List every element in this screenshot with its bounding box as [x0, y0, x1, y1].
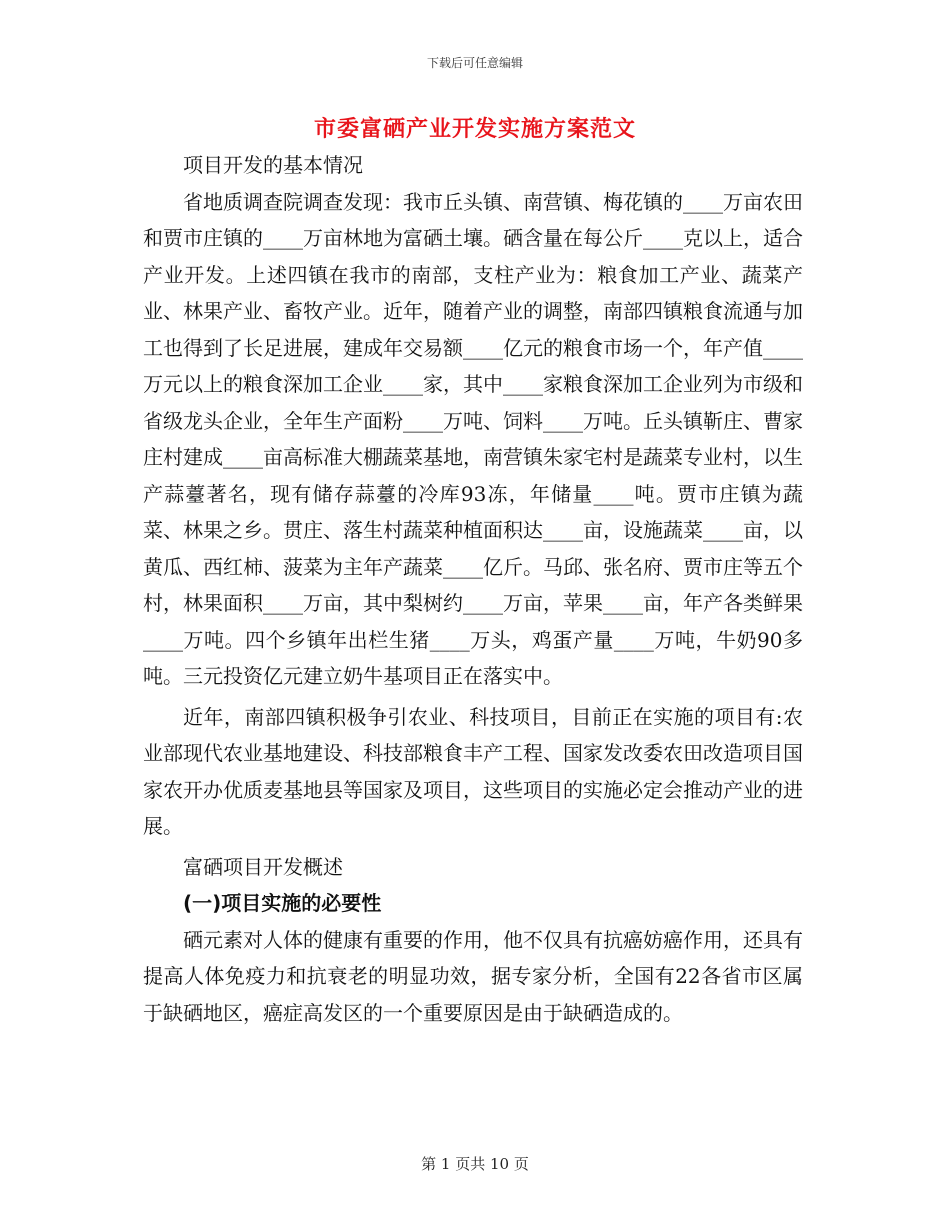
paragraph-heading-necessity: (一)项目实施的必要性 [183, 891, 382, 915]
paragraph-section-overview: 富硒项目开发概述 [183, 854, 343, 879]
page-footer: 第 1 页共 10 页 [421, 1155, 529, 1173]
header-note: 下载后可任意编辑 [426, 56, 523, 70]
document-title: 市委富硒产业开发实施方案范文 [313, 116, 636, 142]
paragraph-projects: 近年，南部四镇积极争引农业、科技项目，目前正在实施的项目有:农业部现代农业基地建设、科技部粮食丰产工程、国家发改委农田改造项目国家农开办优质麦基地县等国家及项目，这些项目的实施必定会推动产业的进展。 [143, 704, 803, 838]
document-body [143, 147, 803, 1031]
paragraph-section-basic-info: 项目开发的基本情况 [183, 153, 363, 177]
paragraph-survey-findings: 省地质调查院调查发现：我市丘头镇、南营镇、梅花镇的____万亩农田和贾市庄镇的____万亩林地为富硒土壤。硒含量在每公斤____克以上，适合产业开发。上述四镇在我市的南部，支柱产业为：粮食加工产业、蔬菜产业、林果产业、畜牧产业。近年，随着产业的调整，南部四镇粮食流通与加工也得到了长足进展，建成年交易额____亿元的粮食市场一个，年产值____万元以上的粮食深加工企业____家，其中____家粮食深加工企业列为市级和省级龙头企业，全年生产面粉____万吨、饲料____万吨。丘头镇靳庄、曹家庄村建成____亩高标准大棚蔬菜基地，南营镇朱家宅村是蔬菜专业村，以生产蒜薹著名，现有储存蒜薹的冷库93冻，年储量____吨。贾市庄镇为蔬菜、林果之乡。贯庄、落生村蔬菜种植面积达____亩，设施蔬菜____亩，以黄瓜、西红柿、菠菜为主年产蔬菜____亿斤。马邱、张名府、贾市庄等五个村，林果面积____万亩，其中梨树约____万亩，苹果____亩，年产各类鲜果____万吨。四个乡镇年出栏生猪____万头，鸡蛋产量____万吨，牛奶90多吨。三元投资亿元建立奶牛基项目正在落实中。 [143, 189, 803, 688]
paragraph-selenium-health: 硒元素对人体的健康有重要的作用，他不仅具有抗癌妨癌作用，还具有提高人体免疫力和抗衰老的明显功效，据专家分析，全国有22各省市区属于缺硒地区，癌症高发区的一个重要原因是由于缺硒造成的。 [143, 927, 803, 1025]
